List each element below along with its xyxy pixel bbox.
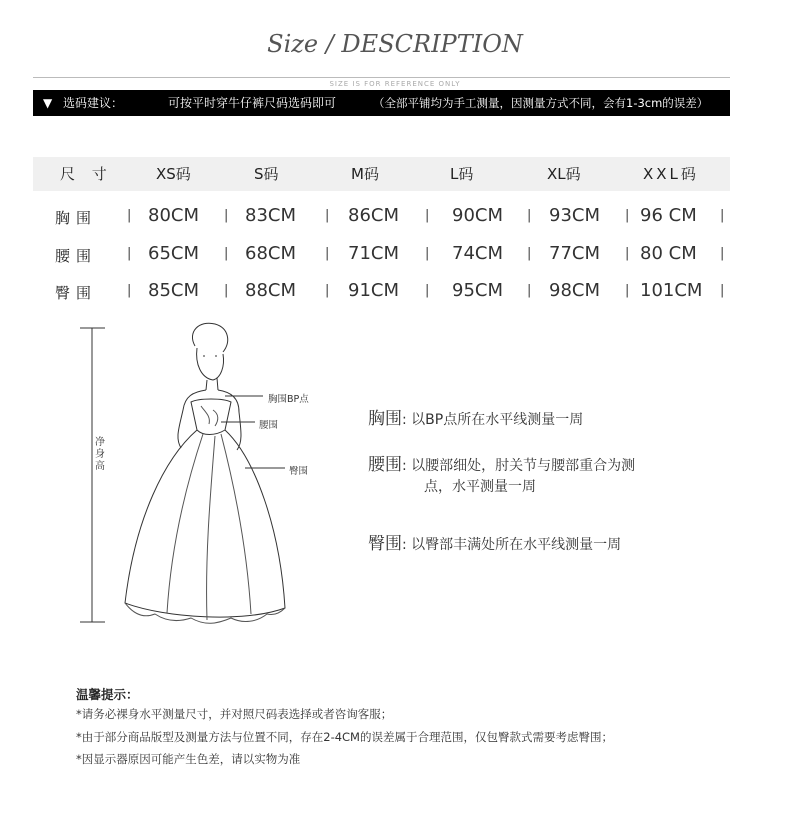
table-cell: 71CM [348,243,400,264]
description-text: : 以BP点所在水平线测量一周 [402,412,584,428]
table-cell: 68CM [245,243,297,264]
size-advice-banner [33,90,730,116]
triangle-down-icon: ▼ [43,96,53,110]
table-cell: 91CM [348,280,400,301]
size-table-header [33,157,730,191]
description-term: 腰围 [368,455,402,475]
table-cell: 88CM [245,280,297,301]
description-term: 臀围 [368,534,402,554]
description-item [368,408,583,431]
description-item [368,454,635,477]
table-cell: 80CM [148,205,200,226]
table-cell: 80 CM [640,243,697,264]
header-label: 尺 寸 [60,165,113,183]
table-cell: 90CM [452,205,504,226]
tips-title: 温馨提示： [76,687,139,702]
tip-item: *由于部分商品版型及测量方法与位置不同，存在2-4CM的误差属于合理范围，仅包臀款式需要考虑臀围； [76,730,613,744]
table-cell: 96 CM [640,205,697,226]
diagram-label: 臀围 [289,466,309,477]
description-text: : 以臀部丰满处所在水平线测量一周 [402,537,622,553]
diagram-label: 胸围BP点 [268,394,309,405]
banner-note: （全部平铺均为手工测量，因测量方式不同，会有1-3cm的误差） [373,96,709,110]
column-header: XL码 [547,165,581,183]
subtitle: SIZE IS FOR REFERENCE ONLY [321,80,468,88]
tip-item: *请务必裸身水平测量尺寸，并对照尺码表选择或者咨询客服； [76,707,393,721]
diagram-label: 腰围 [259,420,279,431]
description-text-cont: 点，水平测量一周 [424,479,536,495]
table-cell: 85CM [148,280,200,301]
height-label: 净身高 [95,437,105,472]
banner-text: 可按平时穿牛仔裤尺码选码即可 [168,96,337,110]
table-cell: 95CM [452,280,504,301]
column-header: S码 [254,165,279,183]
table-cell: 74CM [452,243,504,264]
table-cell: 86CM [348,205,400,226]
table-cell: 98CM [549,280,601,301]
column-header: XS码 [156,165,191,183]
row-label: 臀围 [55,284,98,302]
row-label: 腰围 [55,247,98,265]
table-cell: 77CM [549,243,601,264]
description-text: : 以腰部细处，肘关节与腰部重合为测 [402,458,636,474]
row-label: 胸围 [55,209,98,227]
page-title: Size / DESCRIPTION [267,30,523,58]
column-header: L码 [450,165,474,183]
description-term: 胸围 [368,409,402,429]
dress-figure-illustration [75,318,335,638]
tip-item: *因显示器原因可能产生色差，请以实物为准 [76,752,301,766]
table-cell: 83CM [245,205,297,226]
banner-label: 选码建议： [63,96,124,110]
table-cell: 101CM [640,280,703,301]
description-item [368,533,621,556]
table-cell: 65CM [148,243,200,264]
table-cell: 93CM [549,205,601,226]
column-header: XXL码 [643,165,699,183]
column-header: M码 [351,165,379,183]
